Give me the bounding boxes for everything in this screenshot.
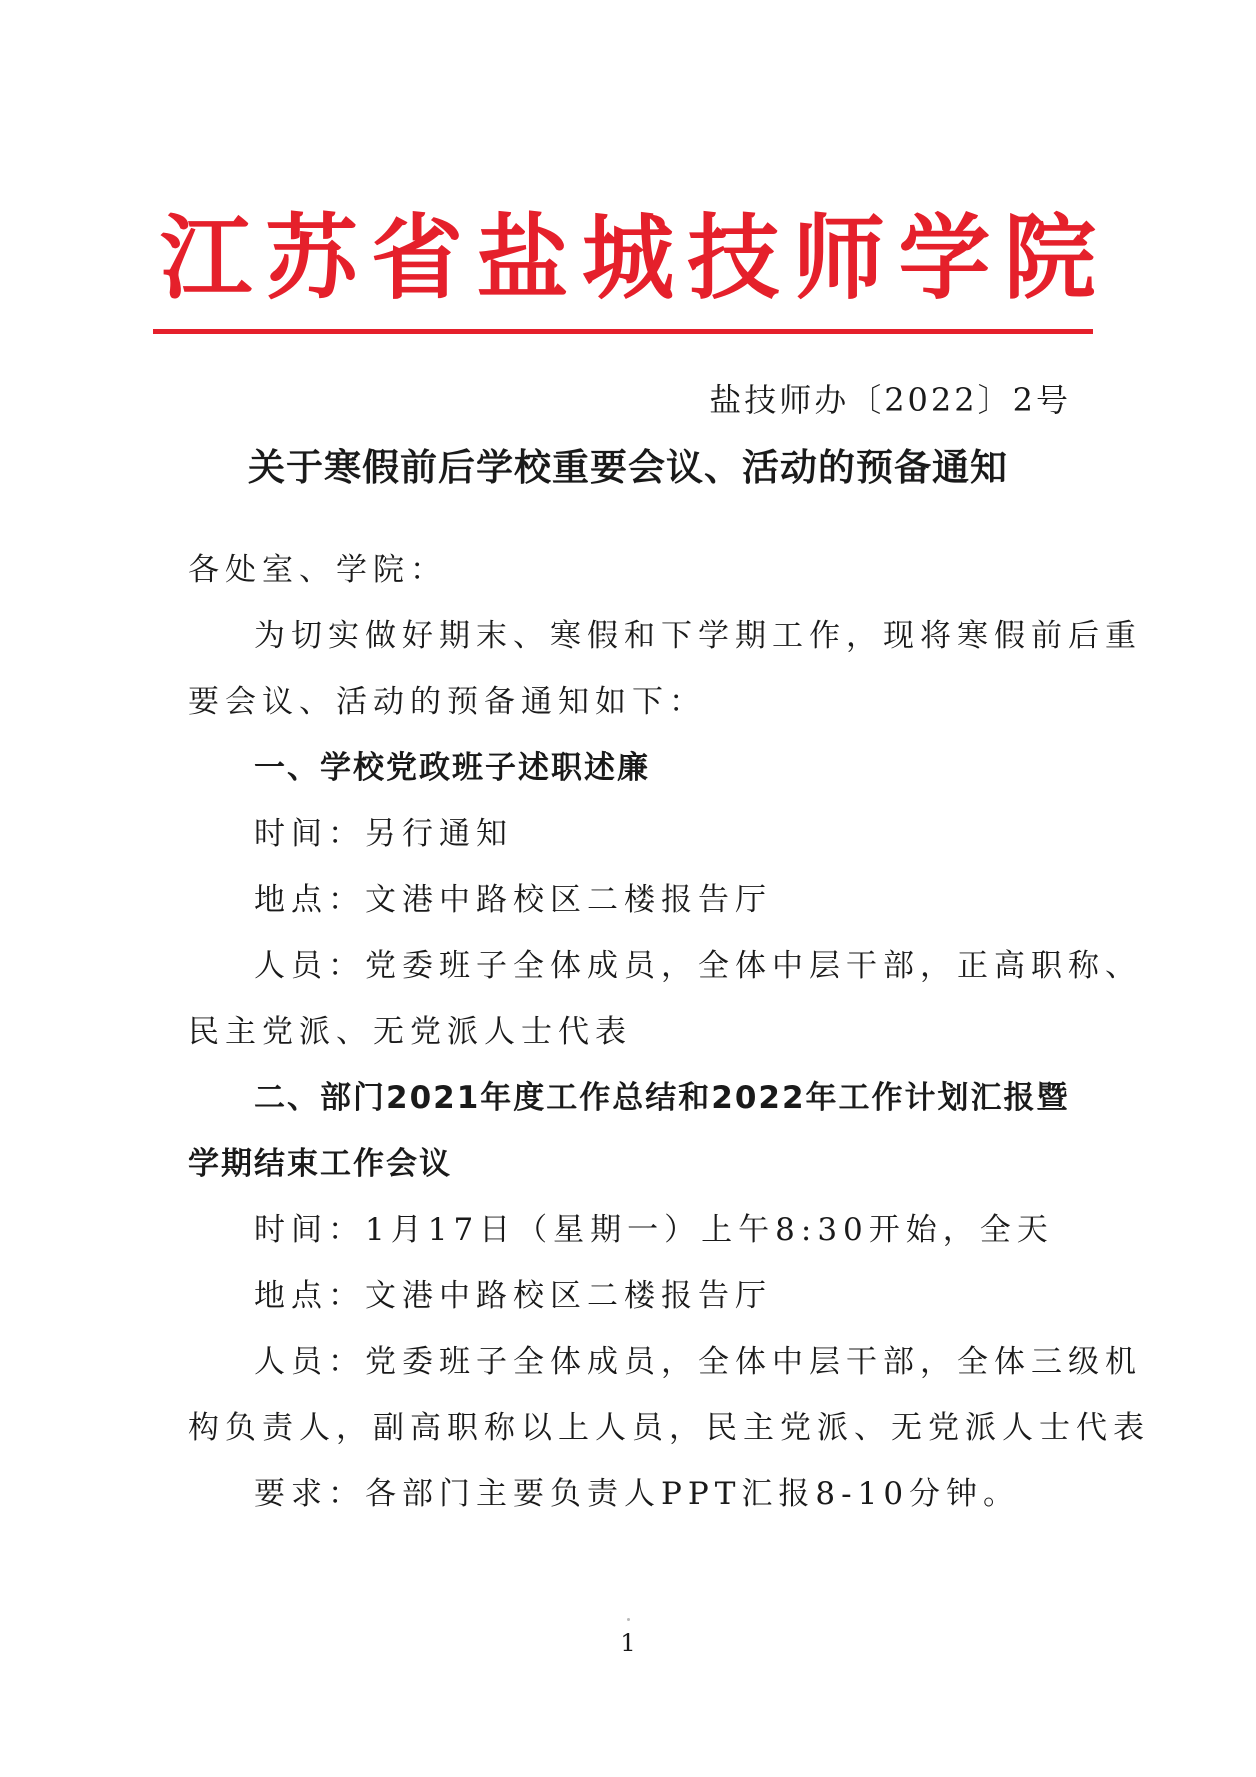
masthead-char: 江	[160, 204, 253, 312]
section1-place: 地点：文港中路校区二楼报告厅	[254, 882, 772, 918]
masthead-divider	[153, 329, 1093, 334]
masthead-char: 技	[687, 204, 780, 312]
masthead-char: 盐	[476, 204, 569, 312]
masthead-char: 省	[370, 204, 463, 312]
section1-people-line-1: 人员：党委班子全体成员，全体中层干部，正高职称、	[254, 948, 1142, 984]
masthead-char: 学	[898, 204, 991, 312]
masthead-char: 院	[1003, 204, 1096, 312]
section2-time: 时间：1月17日（星期一）上午8:30开始，全天	[254, 1212, 1054, 1248]
section2-people-line-1: 人员：党委班子全体成员，全体中层干部，全体三级机	[254, 1344, 1142, 1380]
intro-line-2: 要会议、活动的预备通知如下：	[188, 684, 706, 720]
section2-heading-line-1: 二、部门2021年度工作总结和2022年工作计划汇报暨	[254, 1080, 1070, 1116]
section2-place: 地点：文港中路校区二楼报告厅	[254, 1278, 772, 1314]
page-number: 1	[620, 1629, 636, 1657]
section2-people-line-2: 构负责人，副高职称以上人员，民主党派、无党派人士代表	[188, 1410, 1150, 1446]
document-number: 盐技师办〔2022〕2号	[709, 381, 1071, 419]
masthead	[160, 204, 1096, 312]
section2-requirement: 要求：各部门主要负责人PPT汇报8-10分钟。	[254, 1476, 1021, 1512]
section2-heading-line-2: 学期结束工作会议	[188, 1146, 452, 1182]
salutation: 各处室、学院：	[188, 552, 447, 588]
masthead-char: 苏	[265, 204, 358, 312]
section1-people-line-2: 民主党派、无党派人士代表	[188, 1014, 632, 1050]
section1-time: 时间：另行通知	[254, 816, 513, 852]
document-title: 关于寒假前后学校重要会议、活动的预备通知	[248, 446, 1008, 489]
scan-speck	[627, 1618, 630, 1621]
masthead-char: 城	[581, 204, 674, 312]
masthead-char: 师	[792, 204, 885, 312]
section1-heading: 一、学校党政班子述职述廉	[254, 750, 650, 786]
intro-line-1: 为切实做好期末、寒假和下学期工作，现将寒假前后重	[254, 618, 1142, 654]
